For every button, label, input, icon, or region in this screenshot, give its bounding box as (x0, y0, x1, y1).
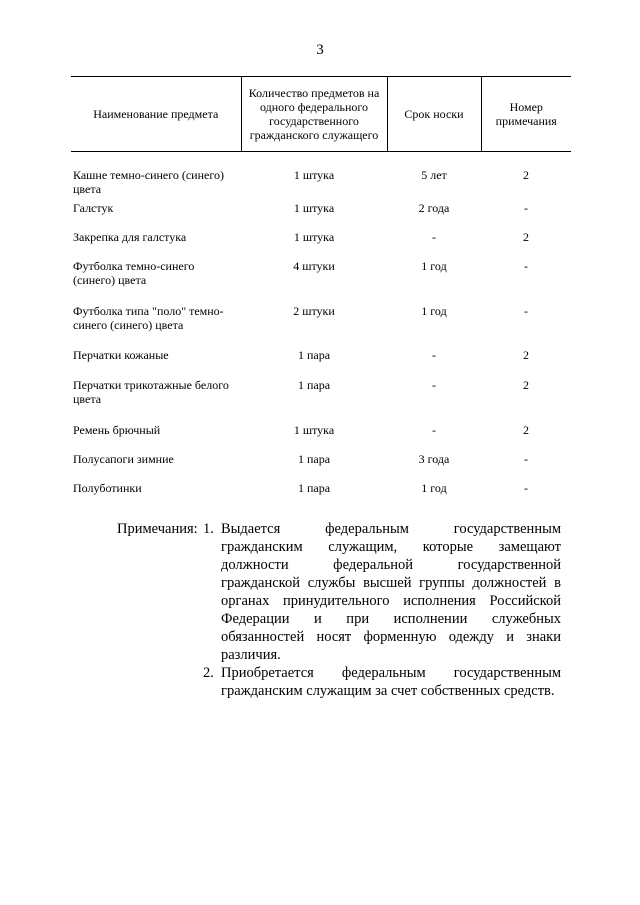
item-note: 2 (523, 229, 529, 244)
table-row (71, 230, 571, 259)
item-term: - (432, 347, 436, 362)
item-term: 1 год (421, 480, 447, 495)
item-note: - (524, 200, 528, 215)
item-note: 2 (523, 422, 529, 437)
item-quantity: 1 штука (293, 200, 335, 215)
item-note: - (524, 303, 528, 318)
header-note-number: Номер примечания (481, 77, 571, 152)
header-term: Срок носки (387, 77, 481, 152)
item-name: Кашне темно-синего (синего) цвета (73, 168, 224, 196)
table-row (71, 259, 571, 304)
item-note: 2 (523, 168, 529, 182)
table-row (71, 348, 571, 378)
item-note: - (524, 258, 528, 273)
notes-label: Примечания: (117, 521, 198, 537)
item-name: Полуботинки (73, 480, 142, 495)
item-quantity: 1 пара (297, 451, 331, 466)
item-name: Ремень брючный (73, 422, 161, 437)
item-term: 5 лет (421, 168, 447, 182)
item-name: Перчатки кожаные (73, 347, 169, 362)
item-quantity: 1 пара (297, 480, 331, 495)
table-header-row (71, 77, 571, 152)
item-term: - (432, 422, 436, 437)
item-name: Футболка темно-синего (синего) цвета (73, 258, 195, 287)
item-note: 2 (523, 377, 529, 392)
item-name: Закрепка для галстука (73, 229, 187, 244)
item-term: - (432, 377, 436, 392)
item-quantity: 1 штука (293, 229, 335, 244)
table-row (71, 201, 571, 230)
header-quantity: Количество предметов на одного федерального государственного гражданского служащего (241, 77, 387, 152)
item-name: Футболка типа "поло" темно-синего (синего) цвета (73, 303, 224, 332)
notes-section (117, 520, 567, 700)
item-term: 1 год (421, 258, 447, 273)
item-quantity: 2 штуки (293, 303, 335, 318)
item-quantity: 1 пара (297, 347, 331, 362)
item-term: 3 года (418, 451, 450, 466)
table-row (71, 152, 571, 201)
header-name: Наименование предмета (71, 77, 241, 152)
item-quantity: 1 штука (293, 168, 335, 182)
item-term: 1 год (421, 303, 447, 318)
note-item (203, 520, 561, 664)
item-name: Галстук (73, 200, 114, 215)
table-row (71, 481, 571, 501)
item-quantity: 4 штуки (293, 258, 335, 273)
item-quantity: 1 пара (297, 377, 331, 392)
note-text: Выдается федеральным государственным гражданским служащим, которые замещают должности федеральной государственной гражданской службы высшей группы должностей в органах принудительного исполнения Российской Федерации и при исполнении служебных обязанностей носят форменную одежду и знаки различия. (221, 521, 561, 663)
items-table (71, 76, 571, 501)
page-number: 3 (316, 42, 324, 58)
table-row (71, 304, 571, 348)
table-row (71, 378, 571, 423)
note-number: 1. (203, 521, 214, 537)
item-name: Перчатки трикотажные белого цвета (73, 377, 229, 406)
note-item (203, 664, 567, 700)
item-term: 2 года (418, 200, 450, 215)
item-name: Полусапоги зимние (73, 451, 174, 466)
item-note: - (524, 480, 528, 495)
item-term: - (432, 229, 436, 244)
item-quantity: 1 штука (293, 422, 335, 437)
table-row (71, 423, 571, 452)
table-row (71, 452, 571, 481)
item-note: - (524, 451, 528, 466)
item-note: 2 (523, 347, 529, 362)
note-number: 2. (203, 665, 214, 681)
note-text: Приобретается федеральным государственным гражданским служащим за счет собственных средств. (221, 665, 561, 699)
